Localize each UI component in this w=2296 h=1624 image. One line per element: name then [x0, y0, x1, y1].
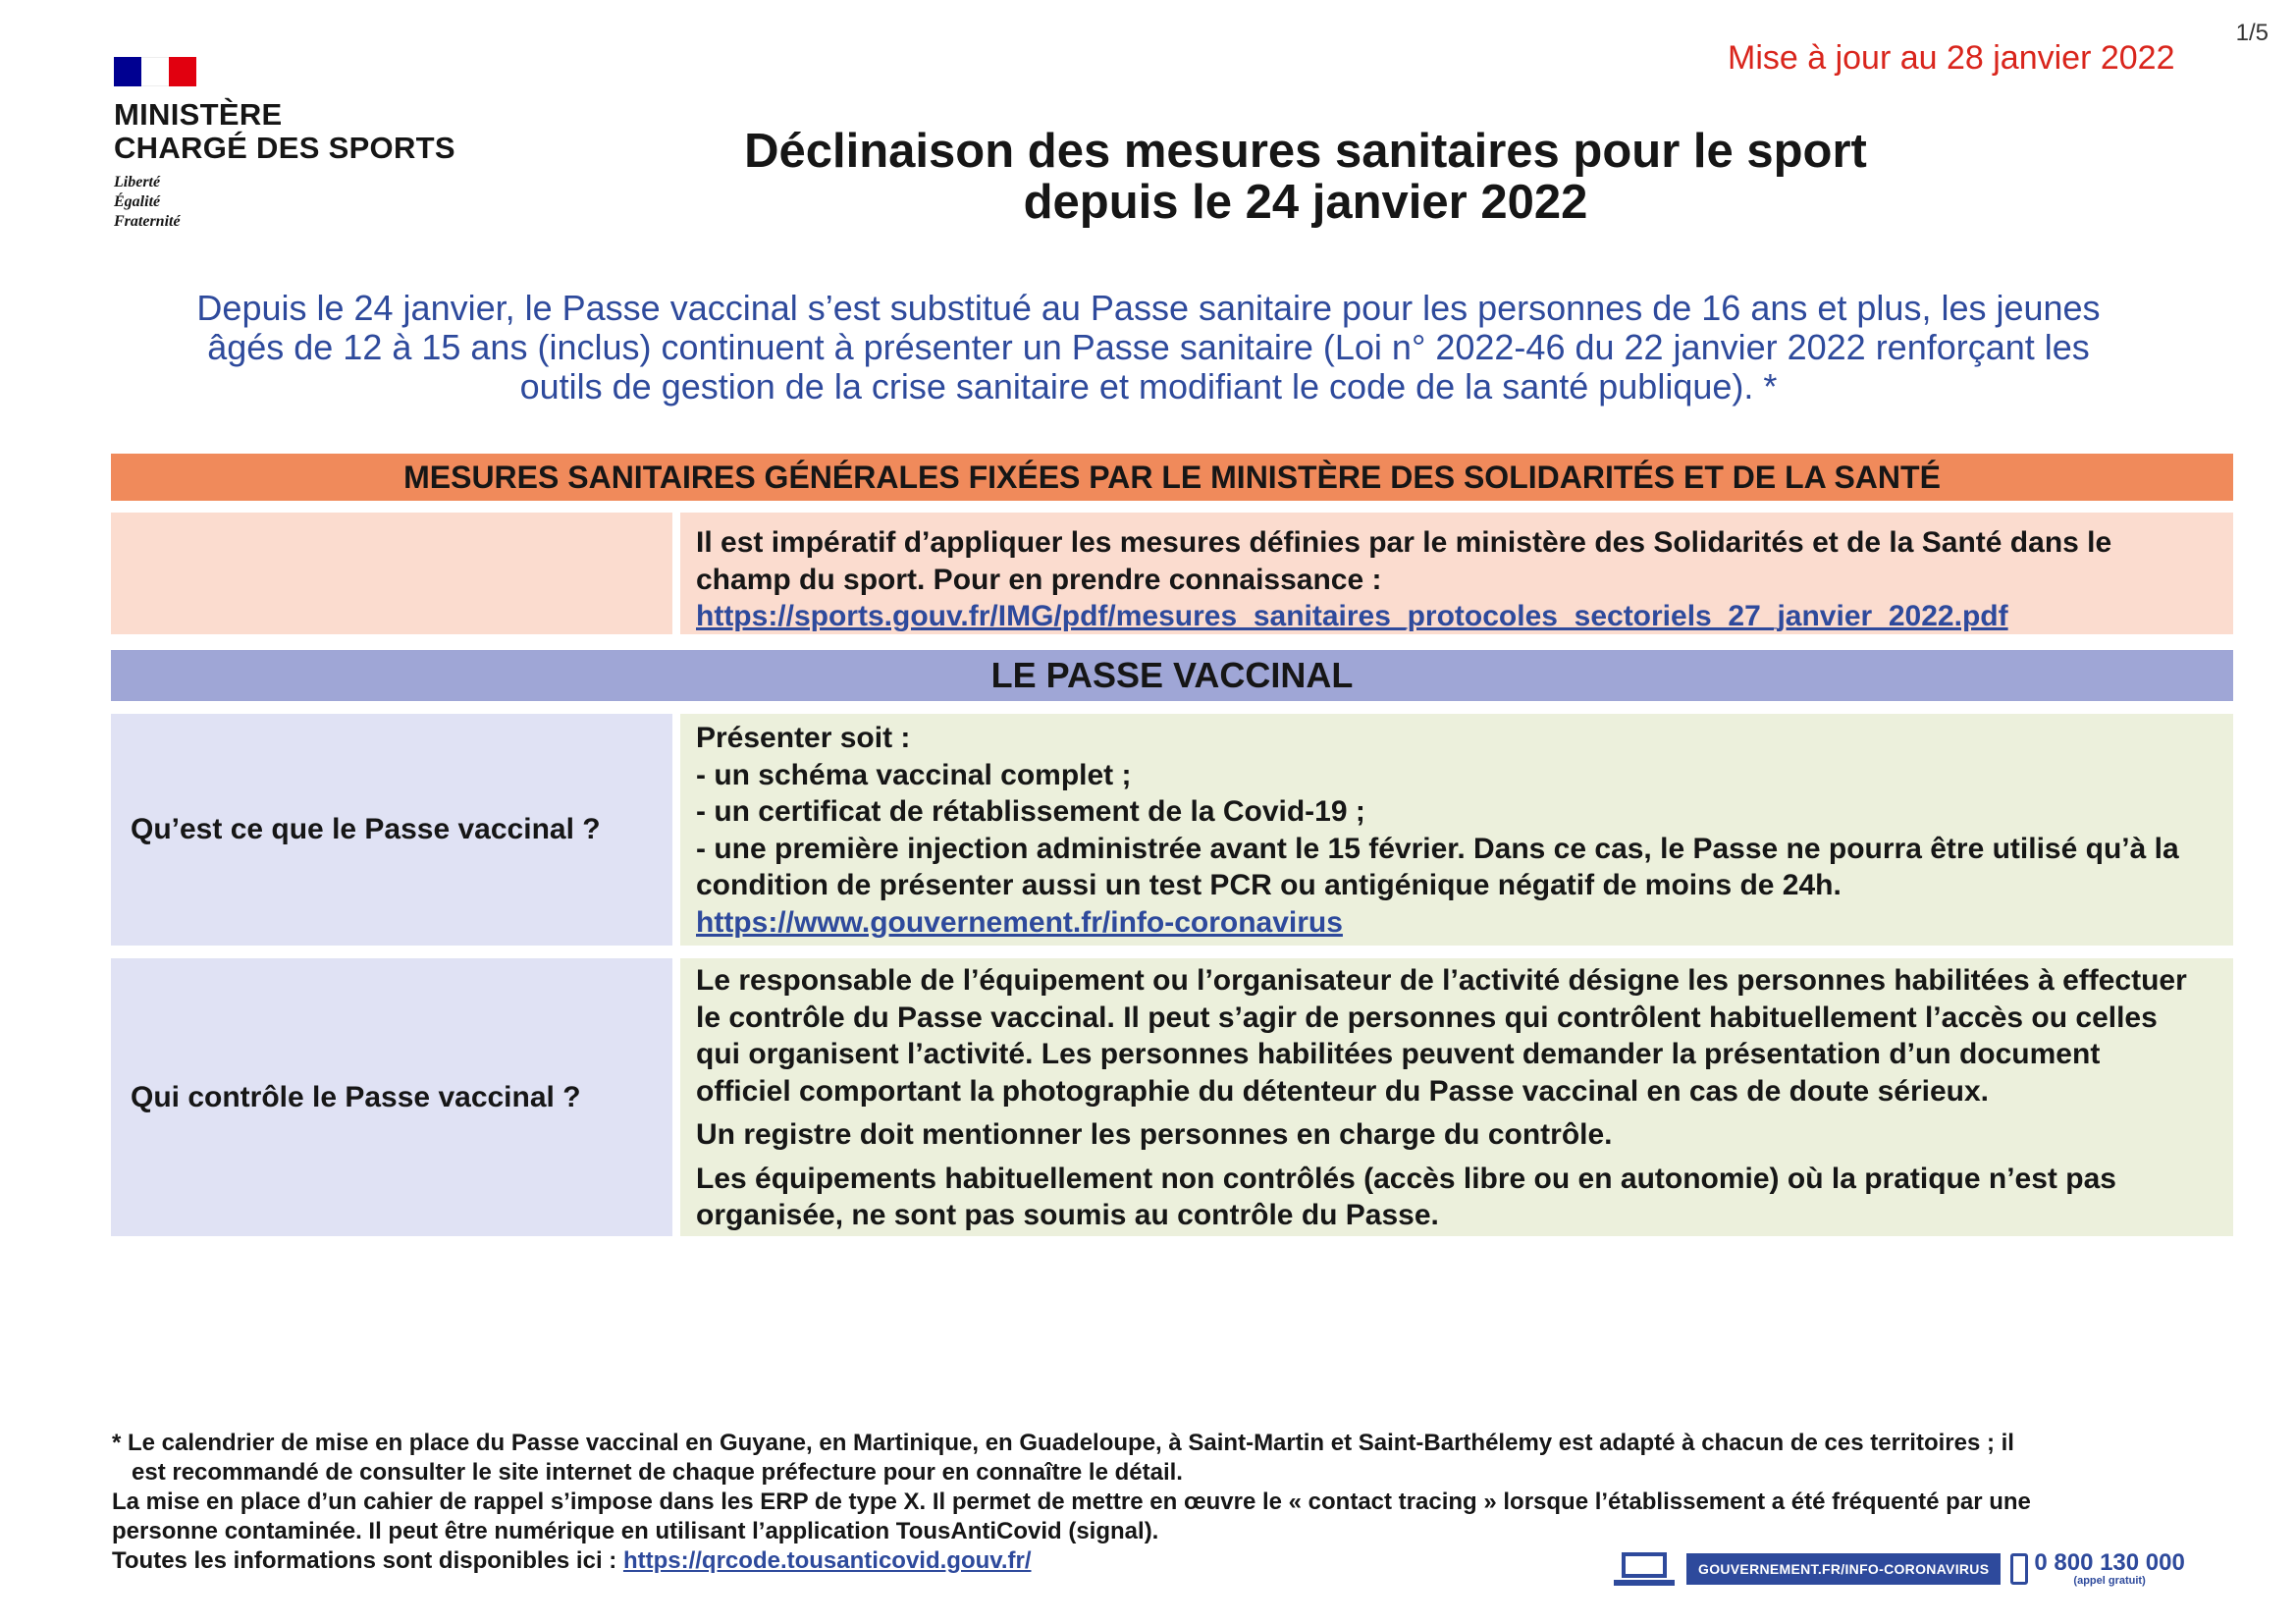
answer-line: Les équipements habituellement non contrôlés (accès libre ou en autonomie) où la pratique n’est pas	[696, 1162, 2116, 1195]
answer-line: Le responsable de l’équipement ou l’organisateur de l’activité désigne les personnes habilitées à effectuer	[696, 964, 2187, 997]
general-text-line2: champ du sport. Pour en prendre connaissance :	[696, 563, 1382, 596]
ministry-line1: MINISTÈRE	[114, 97, 283, 132]
answer-line: - un schéma vaccinal complet ;	[696, 758, 1132, 791]
question-cell: Qui contrôle le Passe vaccinal ?	[111, 958, 672, 1236]
answer-cell	[680, 958, 2233, 1236]
footnote-line: personne contaminée. Il peut être numérique en utilisant l’application TousAntiCovid (signal).	[112, 1518, 1159, 1544]
contact-block	[1614, 1551, 2185, 1587]
laptop-icon	[1614, 1552, 1675, 1586]
title-line1: Déclinaison des mesures sanitaires pour le sport	[744, 125, 1867, 178]
motto-egalite: Égalité	[114, 193, 161, 210]
general-measures-header: MESURES SANITAIRES GÉNÉRALES FIXÉES PAR LE MINISTÈRE DES SOLIDARITÉS ET DE LA SANTÉ	[111, 454, 2233, 501]
footnote-line: * Le calendrier de mise en place du Passe vaccinal en Guyane, en Martinique, en Guadeloupe, à Saint-Martin et Saint-Barthélemy est adapté à chacun de ces territoires ; il	[112, 1430, 2014, 1456]
general-text-line1: Il est impératif d’appliquer les mesures définies par le ministère des Solidarités et de la Santé dans le	[696, 526, 2112, 559]
answer-line: - un certificat de rétablissement de la Covid-19 ;	[696, 795, 1365, 828]
answer-line: officiel comportant la photographie du détenteur du Passe vaccinal en cas de doute sérieux.	[696, 1074, 1989, 1108]
french-flag-icon	[114, 57, 196, 86]
gov-info-badge[interactable]: GOUVERNEMENT.FR/INFO-CORONAVIRUS	[1686, 1553, 2001, 1585]
question-cell: Qu’est ce que le Passe vaccinal ?	[111, 714, 672, 946]
protocols-pdf-link[interactable]: https://sports.gouv.fr/IMG/pdf/mesures_sanitaires_protocoles_sectoriels_27_janvier_2022.pdf	[696, 600, 2008, 632]
intro-line3: outils de gestion de la crise sanitaire et modifiant le code de la santé publique). *	[519, 366, 1778, 406]
answer-line: le contrôle du Passe vaccinal. Il peut s’agir de personnes qui contrôlent habituellement l’accès ou celles	[696, 1001, 2158, 1034]
footnote-line: est recommandé de consulter le site internet de chaque préfecture pour en connaître le détail.	[132, 1459, 1183, 1486]
answer-line: - une première injection administrée avant le 15 février. Dans ce cas, le Passe ne pourra être utilisé qu’à la	[696, 832, 2179, 865]
ministry-line2: CHARGÉ DES SPORTS	[114, 131, 455, 165]
intro-line1: Depuis le 24 janvier, le Passe vaccinal s’est substitué au Passe sanitaire pour les personnes de 16 ans et plus, les jeunes	[196, 288, 2101, 328]
passe-vaccinal-header: LE PASSE VACCINAL	[111, 650, 2233, 701]
answer-line: condition de présenter aussi un test PCR ou antigénique négatif de moins de 24h.	[696, 869, 1842, 901]
gouvernement-info-link[interactable]: https://www.gouvernement.fr/info-coronavirus	[696, 905, 1343, 939]
page-title	[648, 126, 1963, 228]
motto	[114, 173, 467, 232]
answer-paragraph	[696, 962, 2217, 1110]
intro-text	[147, 289, 2150, 406]
page-number: 1/5	[2235, 20, 2269, 46]
phone-note: (appel gratuit)	[2073, 1575, 2146, 1587]
answer-line: Présenter soit :	[696, 722, 911, 754]
tousanticovid-link[interactable]: https://qrcode.tousanticovid.gouv.fr/	[622, 1547, 1032, 1574]
ministry-logo	[114, 57, 467, 232]
title-line2: depuis le 24 janvier 2022	[1023, 176, 1588, 229]
ministry-name	[114, 98, 467, 165]
update-date: Mise à jour au 28 janvier 2022	[1728, 39, 2175, 77]
footnote-line: La mise en place d’un cahier de rappel s’impose dans les ERP de type X. Il permet de mettre en œuvre le « contact tracing » lorsque l’établissement a été fréquenté par une	[112, 1489, 2031, 1515]
motto-liberte: Liberté	[114, 174, 161, 190]
table-row	[111, 714, 2233, 946]
general-measures-text	[680, 513, 2233, 634]
footnote-info-label: Toutes les informations sont disponibles ici :	[112, 1547, 623, 1574]
motto-fraternite: Fraternité	[114, 213, 181, 230]
intro-line2: âgés de 12 à 15 ans (inclus) continuent à présenter un Passe sanitaire (Loi n° 2022-46 du 22 janvier 2022 renforçant les	[207, 327, 2090, 367]
phone-icon	[2010, 1553, 2028, 1585]
answer-paragraph	[696, 1161, 2217, 1234]
general-measures-row	[111, 513, 2233, 634]
phone-block	[2034, 1551, 2184, 1587]
answer-line: organisée, ne sont pas soumis au contrôle du Passe.	[696, 1199, 1439, 1231]
answer-paragraph: Un registre doit mentionner les personnes en charge du contrôle.	[696, 1118, 1613, 1151]
general-measures-left-cell	[111, 513, 672, 634]
answer-line: qui organisent l’activité. Les personnes habilitées peuvent demander la présentation d’un document	[696, 1038, 2101, 1070]
phone-number[interactable]: 0 800 130 000	[2034, 1549, 2185, 1576]
table-row	[111, 958, 2233, 1236]
answer-cell	[680, 714, 2233, 946]
